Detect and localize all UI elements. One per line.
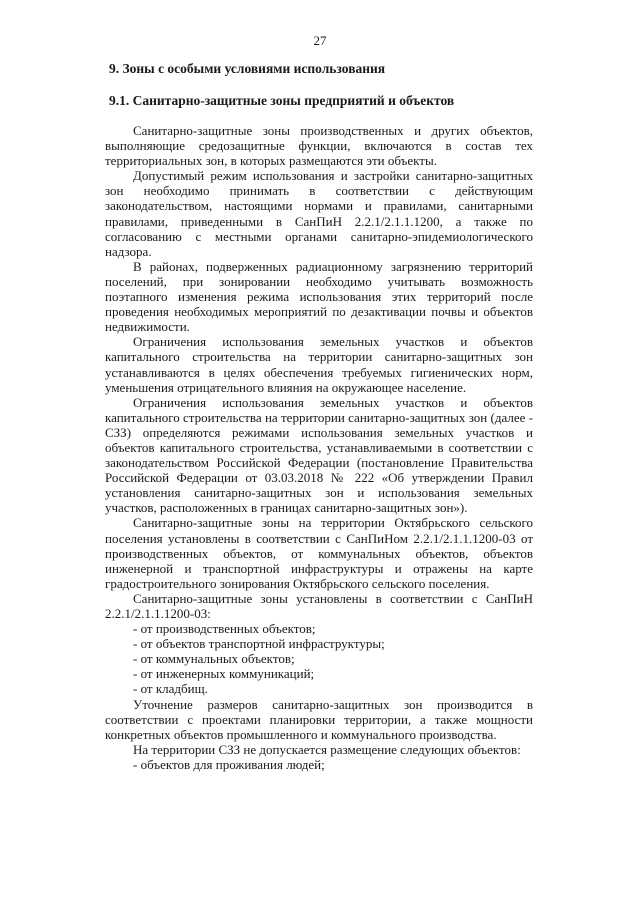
list-item: - от объектов транспортной инфраструктуры; bbox=[133, 636, 385, 652]
page-content bbox=[105, 60, 533, 772]
page-number: 27 bbox=[313, 33, 327, 48]
paragraph: Санитарно-защитные зоны производственных и других объектов, выполняющие средозащитные функции, включаются в состав тех территориальных зон, в которых размещаются эти объекты. bbox=[105, 123, 533, 169]
list-item: - объектов для проживания людей; bbox=[133, 756, 325, 772]
paragraph: Санитарно-защитные зоны установлены в соответствии с СанПиН 2.2.1/2.1.1.1200-03: bbox=[105, 590, 533, 621]
prohibited-objects-list bbox=[105, 757, 533, 772]
paragraph: На территории СЗЗ не допускается размещение следующих объектов: bbox=[133, 741, 521, 757]
list-item: - от производственных объектов; bbox=[133, 621, 316, 637]
body-text bbox=[105, 123, 533, 772]
subsection-heading: 9.1. Санитарно-защитные зоны предприятий и объектов bbox=[109, 93, 455, 108]
list-item: - от кладбищ. bbox=[133, 681, 208, 697]
sanitary-zone-source-list bbox=[105, 621, 533, 696]
paragraph: Допустимый режим использования и застройки санитарно-защитных зон необходимо принимать в соответствии с действующим законодательством, настоящими нормами и правилами, санитарными правилами, приведенными в СанПиН 2.2.1/2.1.1.1200, а также по согласованию с местными органами санитарно-эпидемиологического надзора. bbox=[105, 168, 533, 259]
section-heading: 9. Зоны с особыми условиями использования bbox=[109, 61, 386, 76]
paragraph: Санитарно-защитные зоны на территории Октябрьского сельского поселения установлены в соответствии с СанПиНом 2.2.1/2.1.1.1200-03 от производственных объектов, от коммунальных объектов, объектов инженерной и транспортной инфраструктуры и отражены на карте градостроительного зонирования Октябрьского сельского поселения. bbox=[105, 515, 533, 591]
list-item: - от инженерных коммуникаций; bbox=[133, 666, 315, 682]
paragraph: Ограничения использования земельных участков и объектов капитального строительства на территории санитарно-защитных зон (далее - СЗЗ) определяются режимами использования земельных участков и объектов капитального строительства, устанавливаемыми в соответствии с законодательством Российской Федерации (постановление Правительства Российской Федерации от 03.03.2018 № 222 «Об утверждении Правил установления санитарно-защитных зон и использования земельных участков, расположенных в границах санитарно-защитных зон»). bbox=[105, 394, 533, 516]
paragraph: Уточнение размеров санитарно-защитных зон производится в соответствии с проектами планировки территории, а также мощности конкретных объектов промышленного и коммунального производства. bbox=[105, 696, 533, 742]
paragraph: В районах, подверженных радиационному загрязнению территорий поселений, при зонировании необходимо учитывать возможность поэтапного изменения режима использования этих территорий после проведения необходимых мероприятий по дезактивации почвы и объектов недвижимости. bbox=[105, 258, 533, 335]
list-item: - от коммунальных объектов; bbox=[133, 651, 295, 667]
paragraph: Ограничения использования земельных участков и объектов капитального строительства на территории санитарно-защитных зон устанавливаются в целях обеспечения требуемых гигиенических норм, уменьшения отрицательного влияния на окружающее население. bbox=[105, 334, 533, 395]
